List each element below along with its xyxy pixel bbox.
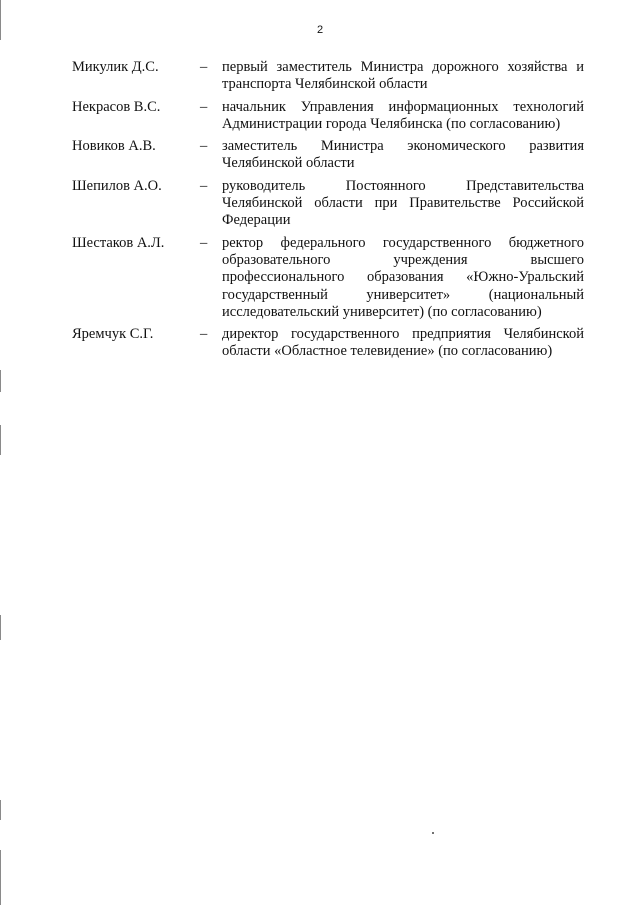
- member-row: [72, 178, 584, 230]
- member-row: [72, 235, 584, 321]
- scan-edge-marks: [0, 0, 3, 905]
- member-name: Некрасов В.С.: [72, 98, 161, 115]
- dash-separator: –: [200, 138, 208, 155]
- dash-separator: –: [200, 59, 208, 75]
- member-list: [72, 59, 584, 366]
- member-position: первый заместитель Министра дорожного хозяйства и транспорта Челябинской области: [222, 59, 584, 93]
- member-position: начальник Управления информационных технологий Администрации города Челябинска (по согласованию): [222, 98, 584, 132]
- dash-separator: –: [200, 326, 208, 343]
- member-name: Микулик Д.С.: [72, 59, 159, 75]
- member-row: [72, 59, 584, 94]
- member-name: Яремчук С.Г.: [72, 326, 154, 343]
- scan-dot: [432, 832, 434, 834]
- member-position: руководитель Постоянного Представительства Челябинской области при Правительстве Российской Федерации: [222, 177, 584, 229]
- member-position: директор государственного предприятия Челябинской области «Областное телевидение» (по согласованию): [222, 326, 584, 360]
- dash-separator: –: [200, 177, 208, 194]
- member-name: Шепилов А.О.: [72, 177, 162, 194]
- member-position: ректор федерального государственного бюджетного образовательного учреждения высшего профессионального образования «Южно-Уральский государственный университет» (национальный исследовательский университет) (по согласованию): [222, 234, 584, 320]
- dash-separator: –: [200, 98, 208, 115]
- dash-separator: –: [200, 234, 208, 251]
- member-row: [72, 138, 584, 173]
- member-position: заместитель Министра экономического развития Челябинской области: [222, 138, 584, 172]
- member-name: Новиков А.В.: [72, 138, 156, 155]
- member-row: [72, 99, 584, 134]
- member-name: Шестаков А.Л.: [72, 234, 165, 251]
- member-row: [72, 326, 584, 361]
- page-number: 2: [316, 24, 324, 36]
